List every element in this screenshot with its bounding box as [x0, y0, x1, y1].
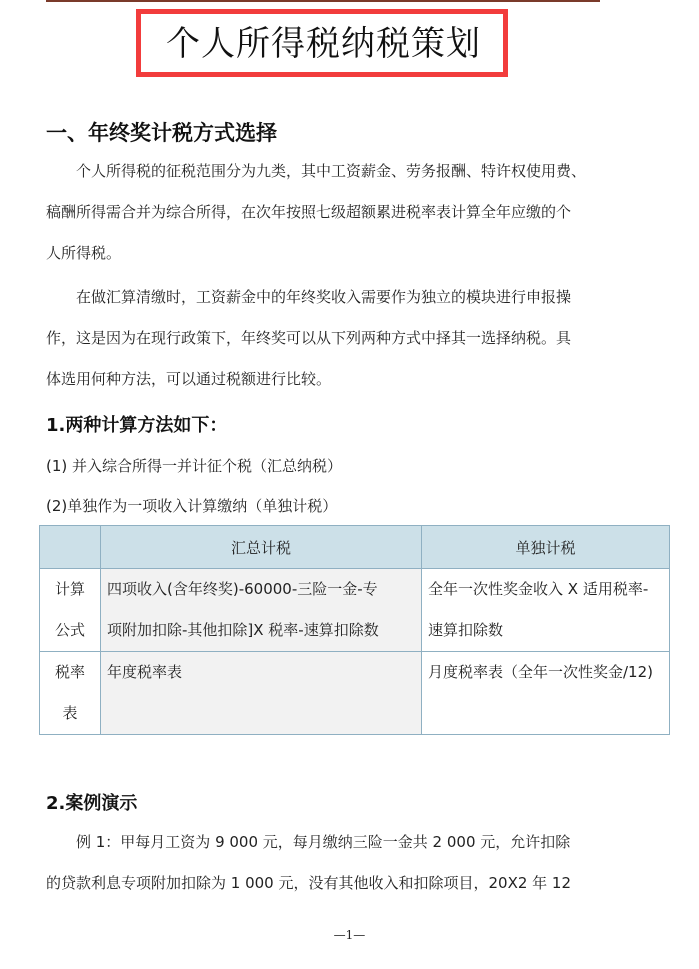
cell-text: 计算 [54, 580, 85, 598]
cell-text: 速算扣除数 [428, 621, 504, 639]
table-header-separate: 单独计税 [422, 526, 670, 569]
cell-text: 公式 [54, 621, 85, 639]
paragraph-line: 的贷款利息专项附加扣除为 1 000 元，没有其他收入和扣除项目，20X2 年 12 [46, 874, 572, 892]
method-item-combined: (1) 并入综合所得一并计征个税（汇总纳税） [46, 457, 343, 475]
paragraph-line: 例 1：甲每月工资为 9 000 元，每月缴纳三险一金共 2 000 元，允许扣除 [76, 833, 571, 851]
table-row [40, 652, 670, 735]
table-row [40, 569, 670, 652]
cell-text: 项附加扣除-其他扣除]X 税率-速算扣除数 [107, 621, 379, 639]
paragraph-line: 在做汇算清缴时，工资薪金中的年终奖收入需要作为独立的模块进行申报操 [76, 288, 572, 306]
paragraph-example [46, 822, 606, 904]
cell-combined-formula [101, 569, 422, 652]
cell-separate-formula [422, 569, 670, 652]
cell-text: 月度税率表（全年一次性奖金/12) [428, 663, 653, 681]
paragraph-line: 个人所得税的征税范围分为九类，其中工资薪金、劳务报酬、特许权使用费、 [76, 162, 587, 180]
table-header-empty [40, 526, 101, 569]
method-item-separate: (2)单独作为一项收入计算缴纳（单独计税） [46, 497, 338, 515]
paragraph-line: 稿酬所得需合并为综合所得，在次年按照七级超额累进税率表计算全年应缴的个 [46, 203, 572, 221]
document-title: 个人所得税纳税策划 [166, 24, 481, 64]
paragraph-line: 作，这是因为在现行政策下，年终奖可以从下列两种方式中择其一选择纳税。具 [46, 329, 572, 347]
cell-text: 四项收入(含年终奖)-60000-三险一金-专 [107, 580, 378, 598]
table-header-combined: 汇总计税 [101, 526, 422, 569]
subsection-heading-case: 2.案例演示 [46, 793, 138, 814]
row-label-formula [40, 569, 101, 652]
cell-text: 全年一次性奖金收入 X 适用税率- [428, 580, 649, 598]
paragraph-settlement [46, 277, 606, 400]
paragraph-line: 人所得税。 [46, 244, 122, 262]
cell-text: 表 [62, 704, 78, 722]
cell-separate-rate [422, 652, 670, 735]
cell-text: 年度税率表 [107, 663, 183, 681]
cell-combined-rate [101, 652, 422, 735]
header-rule [46, 0, 600, 2]
paragraph-line: 体选用何种方法，可以通过税额进行比较。 [46, 370, 332, 388]
row-label-rate-table [40, 652, 101, 735]
paragraph-tax-scope [46, 151, 606, 274]
subsection-heading-methods: 1.两种计算方法如下： [46, 415, 228, 436]
table-header-row [40, 526, 670, 569]
comparison-table [39, 525, 670, 735]
section-heading-year-end-bonus: 一、年终奖计税方式选择 [46, 121, 277, 145]
page-number: —1— [333, 928, 366, 942]
cell-text: 税率 [54, 663, 85, 681]
